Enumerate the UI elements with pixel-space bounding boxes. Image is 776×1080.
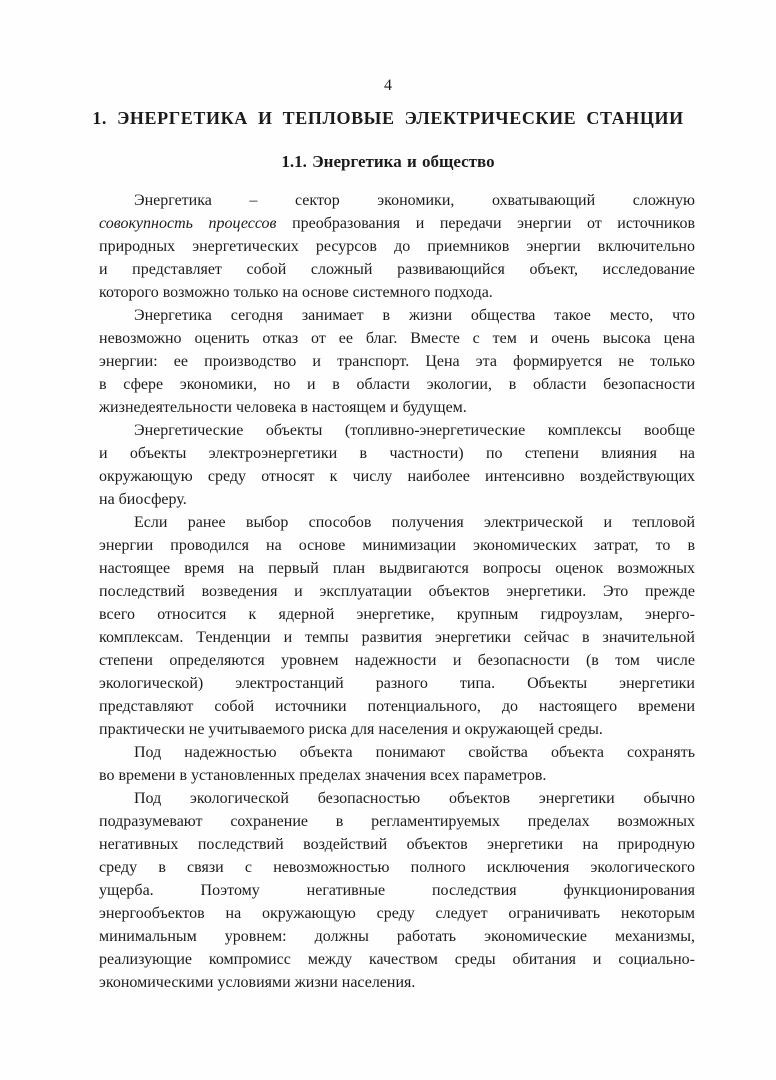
text-line [99, 764, 695, 787]
paragraph [99, 189, 695, 304]
text-segment: экологической) электростанций разного типа. Объекты энергетики [99, 675, 695, 692]
text-segment: среду в связи с невозможностью полного исключения экологического [99, 859, 695, 876]
text-line [99, 212, 695, 235]
text-line [99, 902, 695, 925]
text-line [99, 971, 695, 994]
text-line [99, 488, 695, 511]
text-segment: преобразования и передачи энергии от источников [276, 215, 695, 232]
text-segment: представляют собой источники потенциального, до настоящего времени [99, 698, 695, 715]
text-line [99, 258, 695, 281]
text-line [99, 948, 695, 971]
text-segment: Под надежностью объекта понимают свойства объекта сохранять [134, 744, 695, 761]
text-segment: настоящее время на первый план выдвигаются вопросы оценок возможных [99, 560, 695, 577]
italic-phrase: совокупность процессов [99, 215, 277, 232]
text-line [99, 327, 695, 350]
text-line [99, 718, 695, 741]
text-line [99, 695, 695, 718]
text-segment: последствий возведения и эксплуатации объектов энергетики. Это прежде [99, 583, 695, 600]
text-segment: Энергетические объекты (топливно-энергетические комплексы вообще [134, 422, 695, 439]
text-line [99, 511, 695, 534]
text-segment: и представляет собой сложный развивающийся объект, исследование [99, 261, 695, 278]
text-line [99, 281, 695, 304]
text-line [99, 626, 695, 649]
page-number: 4 [384, 77, 392, 94]
text-line [99, 580, 695, 603]
text-segment: реализующие компромисс между качеством среды обитания и социально- [99, 951, 695, 968]
text-line [99, 856, 695, 879]
text-line [99, 442, 695, 465]
text-line [99, 833, 695, 856]
text-line [99, 465, 695, 488]
text-segment: энергообъектов на окружающую среду следует ограничивать некоторым [99, 905, 695, 922]
paragraph [99, 787, 695, 994]
text-segment: на биосферу. [99, 491, 187, 508]
text-segment: экономическими условиями жизни населения. [99, 974, 416, 991]
text-line [99, 649, 695, 672]
text-segment: Энергетика – сектор экономики, охватывающий сложную [134, 192, 695, 209]
paragraph [99, 511, 695, 741]
text-line [99, 879, 695, 902]
text-segment: Энергетика сегодня занимает в жизни общества такое место, что [134, 307, 695, 324]
text-segment: жизнедеятельности человека в настоящем и будущем. [99, 399, 467, 416]
paragraph [99, 304, 695, 419]
text-segment: негативных последствий воздействий объектов энергетики на природную [99, 836, 695, 853]
text-segment: комплексам. Тенденции и темпы развития энергетики сейчас в значительной [99, 629, 695, 646]
text-segment: подразумевают сохранение в регламентируемых пределах возможных [99, 813, 695, 830]
paragraph [99, 741, 695, 787]
text-segment: минимальным уровнем: должны работать экономические механизмы, [99, 928, 695, 945]
text-segment: природных энергетических ресурсов до приемников энергии включительно [99, 238, 695, 255]
text-segment: окружающую среду относят к числу наиболее интенсивно воздействующих [99, 468, 695, 485]
text-segment: ущерба. Поэтому негативные последствия функционирования [99, 882, 695, 899]
text-line [99, 557, 695, 580]
text-line [99, 350, 695, 373]
text-segment: практически не учитываемого риска для населения и окружающей среды. [99, 721, 603, 738]
text-line [99, 304, 695, 327]
text-segment: энергии: ее производство и транспорт. Цена эта формируется не только [99, 353, 695, 370]
text-line [99, 787, 695, 810]
section-heading: 1.1. Энергетика и общество [281, 152, 495, 171]
text-line [99, 741, 695, 764]
text-line [99, 925, 695, 948]
chapter-heading: 1. ЭНЕРГЕТИКА И ТЕПЛОВЫЕ ЭЛЕКТРИЧЕСКИЕ СТАНЦИИ [92, 108, 684, 128]
text-line [99, 534, 695, 557]
text-segment: в сфере экономики, но и в области экологии, в области безопасности [99, 376, 695, 393]
text-segment: которого возможно только на основе системного подхода. [99, 284, 493, 301]
text-segment: всего относится к ядерной энергетике, крупным гидроузлам, энерго- [99, 606, 695, 623]
text-segment: Под экологической безопасностью объектов энергетики обычно [134, 790, 695, 807]
text-segment: Если ранее выбор способов получения электрической и тепловой [134, 514, 695, 531]
body-text [99, 189, 695, 994]
text-line [99, 672, 695, 695]
text-line [99, 396, 695, 419]
text-line [99, 373, 695, 396]
text-segment: во времени в установленных пределах значения всех параметров. [99, 767, 547, 784]
text-line [99, 235, 695, 258]
paragraph [99, 419, 695, 511]
text-line [99, 810, 695, 833]
text-segment: энергии проводился на основе минимизации экономических затрат, то в [99, 537, 695, 554]
text-line [99, 603, 695, 626]
text-line [99, 419, 695, 442]
text-segment: невозможно оценить отказ от ее благ. Вместе с тем и очень высока цена [99, 330, 695, 347]
text-segment: степени определяются уровнем надежности и безопасности (в том числе [99, 652, 695, 669]
text-segment: и объекты электроэнергетики в частности) по степени влияния на [99, 445, 695, 462]
text-line [99, 189, 695, 212]
